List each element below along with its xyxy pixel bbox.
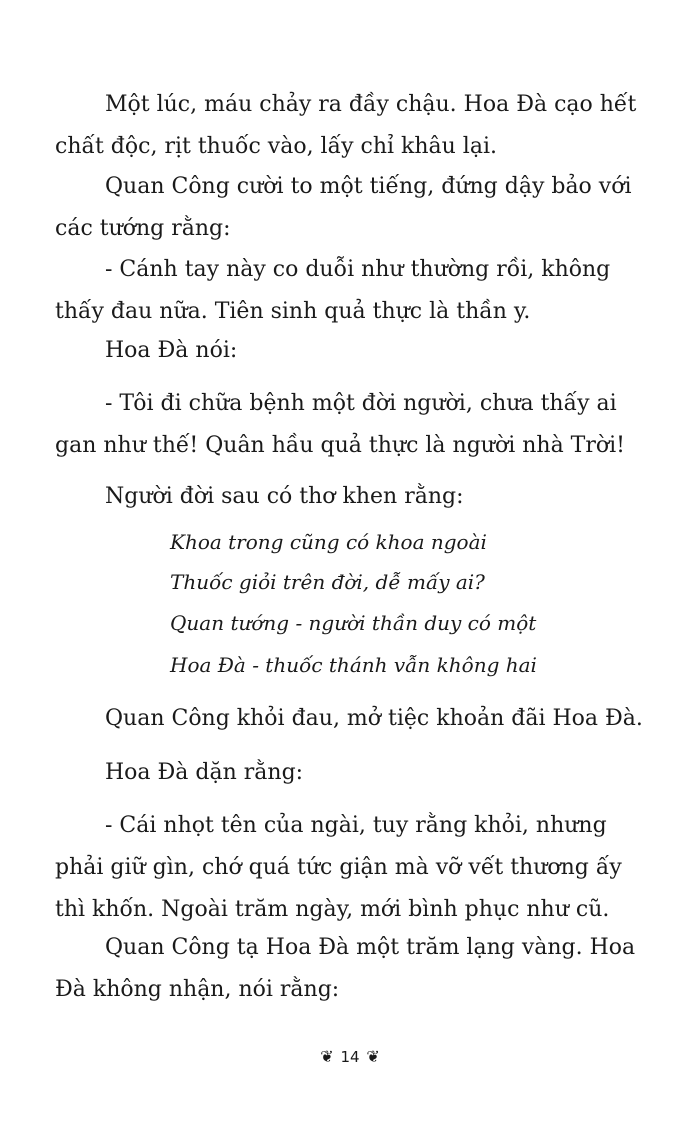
paragraph [0,166,700,250]
poem-line: Thuốc giỏi trên đời, dễ mấy ai? [170,570,485,594]
text-line: thấy đau nữa. Tiên sinh quả thực là thần y. [55,299,531,324]
paragraph [0,805,700,931]
paragraph [0,249,700,333]
text-line: Một lúc, máu chảy ra đầy chậu. Hoa Đà cạo hết [105,92,637,117]
page-number: 14 [340,1047,360,1066]
poem-line: Quan tướng - người thần duy có một [170,611,537,635]
paragraph [0,476,700,518]
text-line: - Cánh tay này co duỗi như thường rồi, không [105,257,611,282]
paragraph [0,383,700,467]
poem-line: Khoa trong cũng có khoa ngoài [170,530,487,554]
paragraph [0,84,700,168]
text-line: các tướng rằng: [55,216,231,241]
paragraph [0,698,700,740]
text-line: Người đời sau có thơ khen rằng: [105,484,464,509]
text-line: thì khốn. Ngoài trăm ngày, mới bình phục như cũ. [55,897,610,922]
poem-line: Hoa Đà - thuốc thánh vẫn không hai [170,653,537,677]
floral-ornament-icon: ❦ [320,1046,334,1066]
text-line: Quan Công khỏi đau, mở tiệc khoản đãi Hoa Đà. [105,706,643,731]
text-line: Hoa Đà nói: [105,338,238,363]
text-line: Quan Công tạ Hoa Đà một trăm lạng vàng. Hoa [105,935,636,960]
paragraph [0,927,700,1011]
text-line: - Tôi đi chữa bệnh một đời người, chưa thấy ai [105,391,617,416]
text-line: chất độc, rịt thuốc vào, lấy chỉ khâu lại. [55,134,497,159]
text-line: - Cái nhọt tên của ngài, tuy rằng khỏi, nhưng [105,813,607,838]
page-footer [0,1046,700,1067]
text-line: Hoa Đà dặn rằng: [105,760,304,785]
text-line: Quan Công cười to một tiếng, đứng dậy bảo với [105,174,632,199]
text-line: Đà không nhận, nói rằng: [55,977,340,1002]
paragraph [0,752,700,794]
floral-ornament-icon: ❦ [366,1046,380,1066]
paragraph [0,330,700,372]
text-line: phải giữ gìn, chớ quá tức giận mà vỡ vết thương ấy [55,855,622,880]
text-line: gan như thế! Quân hầu quả thực là người nhà Trời! [55,433,625,458]
